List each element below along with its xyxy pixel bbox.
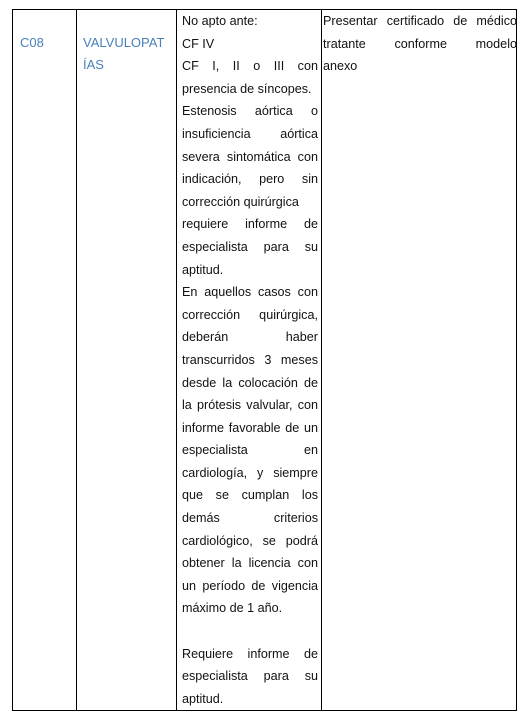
text-line: que se cumplan los bbox=[182, 488, 318, 503]
text-line: cardiología, y siempre bbox=[182, 465, 318, 480]
text-line: especialista en bbox=[182, 443, 318, 458]
text-line: la prótesis valvular, con bbox=[182, 398, 318, 413]
requirements-table bbox=[12, 9, 517, 711]
text-line: informe favorable de un bbox=[182, 420, 318, 435]
text-line: especialista para su bbox=[182, 669, 318, 684]
text-line: un período de vigencia bbox=[182, 578, 318, 593]
text-line: anexo bbox=[323, 59, 358, 74]
text-line bbox=[182, 620, 318, 643]
text-line: Presentar certificado de médico bbox=[323, 14, 517, 28]
text-line: cardiológico, se podrá bbox=[182, 533, 318, 548]
text-line: presencia de síncopes. bbox=[182, 81, 312, 96]
text-line: máximo de 1 año. bbox=[182, 601, 283, 616]
text-line: tratante conforme modelo bbox=[323, 36, 517, 51]
code-cell bbox=[13, 10, 77, 710]
text-line: CF I, II o III con bbox=[182, 59, 318, 74]
text-line: insuficiencia aórtica bbox=[182, 126, 318, 141]
text-line: especialista para su bbox=[182, 239, 318, 254]
text-line: corrección quirúrgica bbox=[182, 194, 299, 209]
text-line: No apto ante: bbox=[182, 14, 258, 28]
text-line: Estenosis aórtica o bbox=[182, 104, 318, 119]
text-line: deberán haber bbox=[182, 330, 318, 345]
text-line: indicación, pero sin bbox=[182, 172, 318, 187]
text-line: transcurridos 3 meses bbox=[182, 352, 318, 367]
category-line: ÍAS bbox=[83, 57, 104, 72]
documentation-cell bbox=[322, 10, 518, 710]
category-cell bbox=[77, 10, 177, 710]
condition-category bbox=[83, 32, 175, 76]
text-line: corrección quirúrgica, bbox=[182, 307, 318, 322]
text-line: aptitud. bbox=[182, 262, 224, 277]
text-line: aptitud. bbox=[182, 691, 224, 706]
text-line: obtener la licencia con bbox=[182, 556, 318, 571]
text-line: En aquellos casos con bbox=[182, 285, 318, 300]
text-line: demás criterios bbox=[182, 511, 318, 526]
documentation-text bbox=[323, 10, 517, 78]
text-line: requiere informe de bbox=[182, 217, 318, 232]
requirements-cell bbox=[177, 10, 322, 710]
requirements-text bbox=[182, 10, 318, 710]
text-line: desde la colocación de bbox=[182, 375, 318, 390]
condition-code: C08 bbox=[20, 35, 44, 50]
text-line: severa sintomática con bbox=[182, 149, 318, 164]
text-line: CF IV bbox=[182, 36, 215, 51]
category-line: VALVULOPAT bbox=[83, 35, 165, 50]
text-line: Requiere informe de bbox=[182, 646, 318, 661]
